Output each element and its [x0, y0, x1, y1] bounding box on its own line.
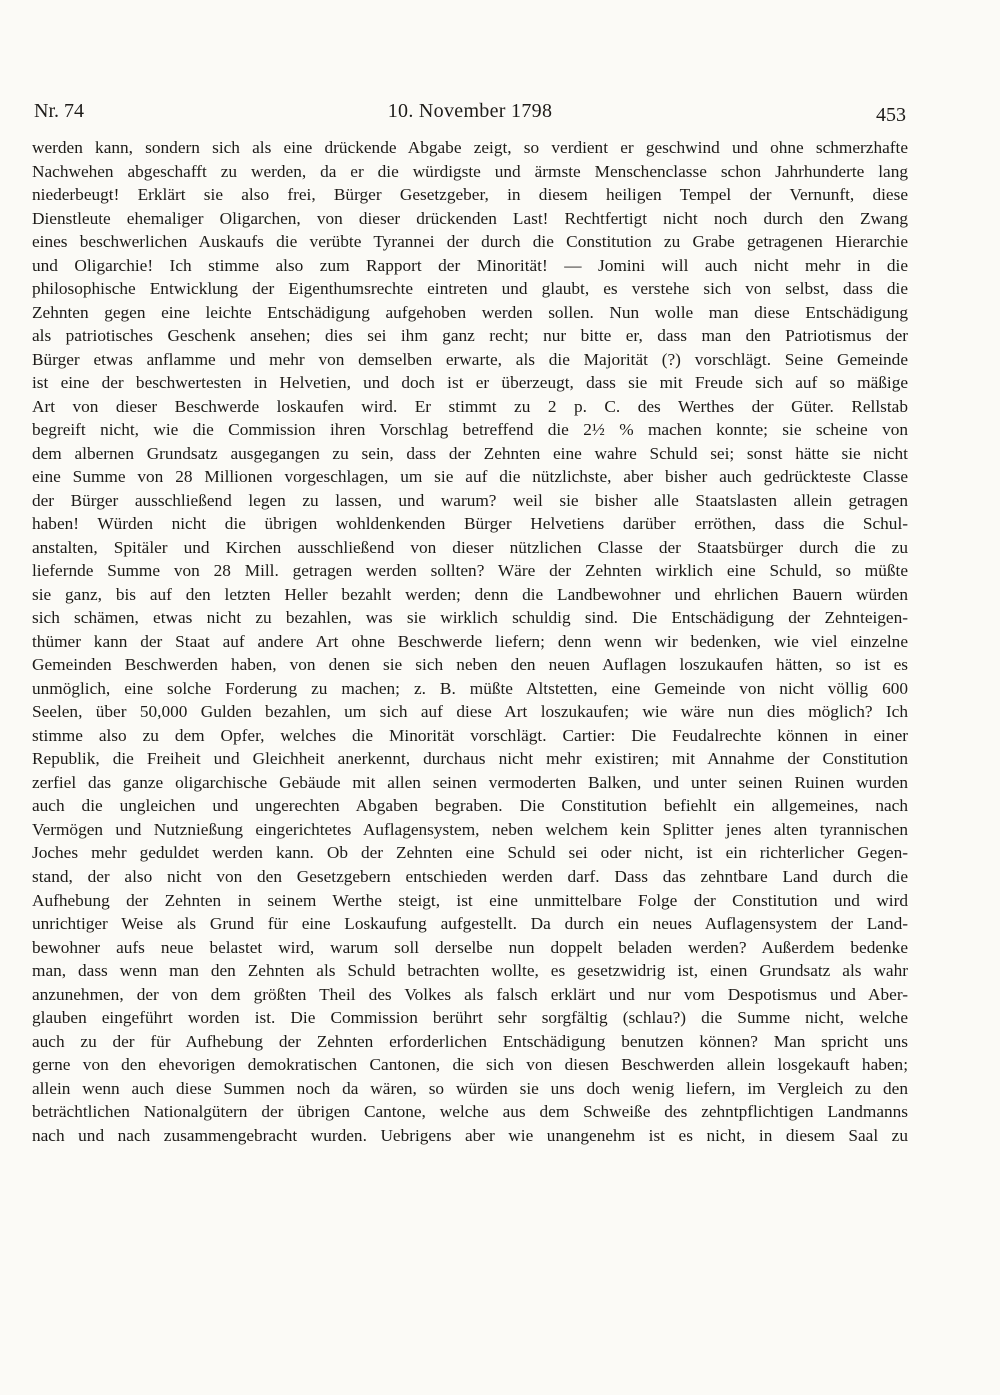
text-line: gerne von den ehevorigen demokratischen Cantonen, die sich von diesen Beschwerden allein losgekauft haben; — [32, 1055, 908, 1075]
text-line: man, dass wenn man den Zehnten als Schuld betrachten wollte, es gesetzwidrig ist, einen Grundsatz als wahr — [32, 961, 908, 981]
text-line: ist eine der beschwertesten in Helvetien, und doch ist er überzeugt, dass sie mit Freude sich auf so mäßige — [32, 373, 908, 393]
text-line: anstalten, Spitäler und Kirchen ausschließend von dieser nützlichen Classe der Staatsbürger durch die zu — [32, 537, 908, 557]
text-line: werden kann, sondern sich als eine drückende Abgabe zeigt, so verdient er geschwind und ohne schmerzhafte — [32, 138, 908, 157]
text-line: sie ganz, bis auf den letzten Heller bezahlt werden; denn die Landbewohner und ehrlichen Bauern würden — [32, 584, 908, 604]
text-line: eines beschwerlichen Auskaufs die verübte Tyrannei der durch die Constitution zu Grabe getragenen Hierarchie — [32, 232, 908, 252]
text-line: stimme also zu dem Opfer, welches die Minorität vorschlägt. Cartier: Die Feudalrechte können in einer — [32, 725, 908, 745]
page-number: 453 — [876, 104, 906, 126]
document-number: Nr. 74 — [34, 100, 84, 122]
text-line: eine Summe von 28 Millionen vorgeschlagen, um sie auf die nützlichste, aber bisher auch gedrückteste Classe — [32, 467, 908, 487]
text-line: Joches mehr geduldet werden kann. Ob der Zehnten eine Schuld sei oder nicht, ist ein richterlicher Gegen- — [32, 843, 908, 863]
text-line: Vermögen und Nutznießung eingerichtetes Auflagensystem, neben welchem kein Splitter jenes alten tyrannischen — [32, 819, 908, 839]
header-date: 10. November 1798 — [387, 100, 553, 122]
text-line: und Oligarchie! Ich stimme also zum Rapport der Minorität! — Jomini will auch nicht mehr in die — [32, 255, 908, 275]
text-line: der Bürger ausschließend legen zu lassen, und warum? weil sie bisher alle Staatslasten allein getragen — [32, 490, 908, 510]
text-line: stand, der also nicht von den Gesetzgebern entschieden werden darf. Dass das zehntbare Land durch die — [32, 866, 908, 886]
text-line: auch die ungleichen und ungerechten Abgaben begraben. Die Constitution befiehlt ein allgemeines, nach — [32, 796, 908, 816]
text-line: niederbeugt! Erklärt sie also frei, Bürger Gesetzgeber, in diesem heiligen Tempel der Vernunft, diese — [32, 185, 908, 205]
text-line: unmöglich, eine solche Forderung zu machen; z. B. müßte Altstetten, eine Gemeinde von nicht völlig 600 — [32, 678, 908, 698]
text-line: nach und nach zusammengebracht wurden. Uebrigens aber wie unangenehm ist es nicht, in diesem Saal zu — [32, 1125, 908, 1145]
text-line: glauben eingeführt worden ist. Die Commission berührt sehr sorgfältig (schlau?) die Summe nicht, welche — [32, 1008, 908, 1028]
text-line: begreift nicht, wie die Commission ihren Vorschlag betreffend die 2½ % machen konnte; sie scheine von — [32, 420, 908, 440]
running-header — [34, 98, 906, 124]
text-line: haben! Würden nicht die übrigen wohldenkenden Bürger Helvetiens darüber erröthen, dass die Schul- — [32, 514, 908, 534]
text-line: Dienstleute ehemaliger Oligarchen, von dieser drückenden Last! Rechtfertigt nicht noch durch den Zwang — [32, 208, 908, 228]
text-line: Republik, die Freiheit und Gleichheit anerkennt, durchaus nicht mehr existiren; mit Annahme der Constitution — [32, 749, 908, 769]
body-text — [32, 136, 908, 1147]
text-line: thümer kann der Staat auf andere Art ohne Beschwerde liefern; denn wenn wir bedenken, wie viel einzelne — [32, 631, 908, 651]
text-line: allein wenn auch diese Summen noch da wären, so würden sie uns doch wenig liefern, im Vergleich zu den — [32, 1078, 908, 1098]
text-line: Zehnten gegen eine leichte Entschädigung aufgehoben werden sollen. Nun wolle man diese Entschädigung — [32, 302, 908, 322]
text-line: Aufhebung der Zehnten in seinem Werthe steigt, ist eine unmittelbare Folge der Constitution und wird — [32, 890, 908, 910]
text-line: Nachwehen abgeschafft zu werden, da er die würdigste und ärmste Menschenclasse schon Jahrhunderte lang — [32, 161, 908, 181]
text-line: liefernde Summe von 28 Mill. getragen werden sollten? Wäre der Zehnten wirklich eine Schuld, so müßte — [32, 561, 908, 581]
text-line: zerfiel das ganze oligarchische Gebäude mit allen seinen vermoderten Balken, und unter seinen Ruinen wurden — [32, 772, 908, 792]
text-line: unrichtiger Weise als Grund für eine Loskaufung aufgestellt. Da durch ein neues Auflagensystem der Land- — [32, 914, 908, 934]
text-line: Bürger etwas anflamme und mehr von demselben erwarte, als die Majorität (?) vorschlägt. Seine Gemeinde — [32, 349, 908, 369]
text-line: dem albernen Grundsatz ausgegangen zu sein, dass der Zehnten eine wahre Schuld sei; sonst hätte sie nicht — [32, 443, 908, 463]
text-line: Art von dieser Beschwerde loskaufen wird. Er stimmt zu 2 p. C. des Werthes der Güter. Rellstab — [32, 396, 908, 416]
text-line: sich schämen, etwas nicht zu bezahlen, was sie wirklich schuldig sind. Die Entschädigung der Zehnteigen- — [32, 608, 908, 628]
text-line: beträchtlichen Nationalgütern der übrigen Cantone, welche aus dem Schweiße des zehntpflichtigen Landmanns — [32, 1102, 908, 1122]
text-line: bewohner aufs neue belastet wird, warum soll derselbe nun doppelt beladen werden? Außerdem bedenke — [32, 937, 908, 957]
text-line: auch zu der für Aufhebung der Zehnten erforderlichen Entschädigung benutzen können? Man spricht uns — [32, 1031, 908, 1051]
text-line: Seelen, über 50,000 Gulden bezahlen, um sich auf diese Art loszukaufen; wie wäre nun dies möglich? Ich — [32, 702, 908, 722]
text-line: anzunehmen, der von dem größten Theil des Volkes als falsch erklärt und nur vom Despotismus und Aber- — [32, 984, 908, 1004]
text-line: als patriotisches Geschenk ansehen; dies sei ihm ganz recht; nur bitte er, dass man den Patriotismus der — [32, 326, 908, 346]
text-line: philosophische Entwicklung der Eigenthumsrechte eintreten und glaubt, es verstehe sich von selbst, dass die — [32, 279, 908, 299]
text-line: Gemeinden Beschwerden haben, von denen sie sich neben den neuen Auflagen loszukaufen hätten, so ist es — [32, 655, 908, 675]
